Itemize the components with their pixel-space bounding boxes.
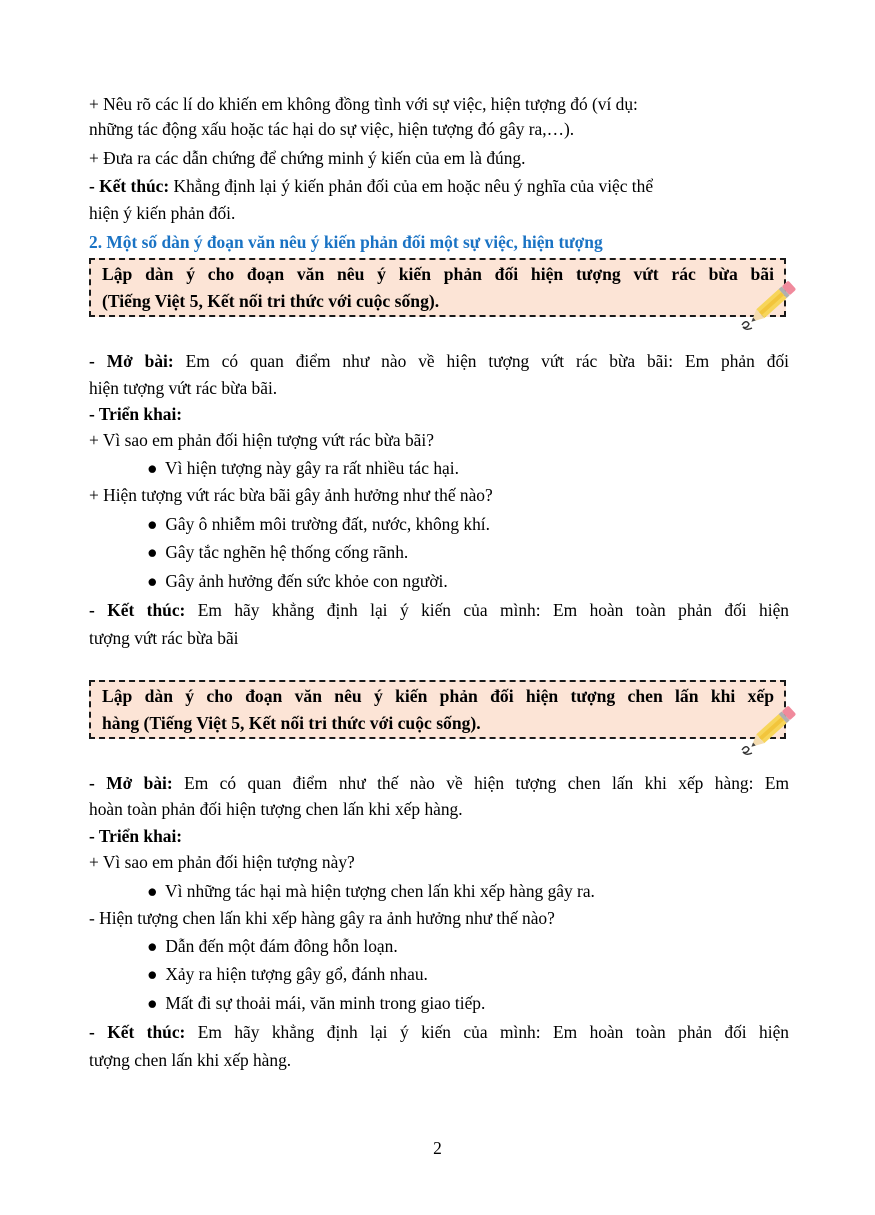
bullet-icon: ●: [147, 936, 158, 956]
outline-1-ket-thuc: [89, 598, 789, 622]
list-item: ● Gây ảnh hưởng đến sức khỏe con người.: [147, 571, 448, 591]
bullet-icon: ●: [147, 458, 158, 478]
outline-2-question-1: + Vì sao em phản đối hiện tượng này?: [89, 852, 355, 872]
outline-2-title-box: [89, 680, 786, 739]
ket-thuc-text: Khẳng định lại ý kiến phản đối của em hoặc nêu ý nghĩa của việc thể: [169, 176, 654, 196]
outline-1-title-line-2: (Tiếng Việt 5, Kết nối tri thức với cuộc sống).: [102, 291, 440, 311]
list-item: ● Gây tắc nghẽn hệ thống cống rãnh.: [147, 542, 409, 562]
outline-1-ket-thuc-line-2: tượng vứt rác bừa bãi: [89, 628, 239, 648]
list-item: ● Xảy ra hiện tượng gây gổ, đánh nhau.: [147, 964, 428, 984]
list-item: ● Gây ô nhiễm môi trường đất, nước, không khí.: [147, 514, 490, 534]
intro-line-1: + Nêu rõ các lí do khiến em không đồng tình với sự việc, hiện tượng đó (ví dụ:: [89, 94, 638, 114]
outline-2-title-line-1: Lập dàn ý cho đoạn văn nêu ý kiến phản đối hiện tượng chen lấn khi xếp: [102, 686, 774, 706]
outline-2-mo-bai-line-2: hoàn toàn phản đối hiện tượng chen lấn khi xếp hàng.: [89, 799, 463, 819]
mo-bai-label: - Mở bài:: [89, 773, 173, 793]
ket-thuc-text: Em hãy khẳng định lại ý kiến của mình: Em hoàn toàn phản đối hiện: [185, 1022, 789, 1042]
page-number: 2: [433, 1138, 442, 1158]
outline-1-question-1: + Vì sao em phản đối hiện tượng vứt rác bừa bãi?: [89, 430, 434, 450]
ket-thuc-text: Em hãy khẳng định lại ý kiến của mình: Em hoàn toàn phản đối hiện: [185, 600, 789, 620]
bullet-icon: ●: [147, 993, 158, 1013]
outline-1-trien-khai-label: - Triển khai:: [89, 404, 183, 424]
ket-thuc-label: - Kết thúc:: [89, 1022, 186, 1042]
intro-ket-line-2: hiện ý kiến phản đối.: [89, 203, 236, 223]
outline-2-ket-thuc-line-2: tượng chen lấn khi xếp hàng.: [89, 1050, 292, 1070]
intro-line-2: những tác động xấu hoặc tác hại do sự việc, hiện tượng đó gây ra,…).: [89, 119, 575, 139]
pencil-icon: [740, 275, 800, 335]
section-heading: 2. Một số dàn ý đoạn văn nêu ý kiến phản đối một sự việc, hiện tượng: [89, 232, 603, 252]
bullet-icon: ●: [147, 964, 158, 984]
list-item: ● Mất đi sự thoải mái, văn minh trong giao tiếp.: [147, 993, 486, 1013]
outline-1-question-2: + Hiện tượng vứt rác bừa bãi gây ảnh hưởng như thế nào?: [89, 485, 493, 505]
outline-1-mo-bai: [89, 349, 789, 373]
bullet-icon: ●: [147, 881, 158, 901]
outline-1-title-box: [89, 258, 786, 317]
list-item: ● Vì hiện tượng này gây ra rất nhiều tác hại.: [147, 458, 459, 478]
bullet-icon: ●: [147, 571, 158, 591]
bullet-icon: ●: [147, 514, 158, 534]
ket-thuc-label: - Kết thúc:: [89, 176, 170, 196]
list-item: ● Dẫn đến một đám đông hỗn loạn.: [147, 936, 398, 956]
mo-bai-text: Em có quan điểm như nào về hiện tượng vứt rác bừa bãi: Em phản đối: [173, 351, 789, 371]
list-item: ● Vì những tác hại mà hiện tượng chen lấn khi xếp hàng gây ra.: [147, 881, 595, 901]
bullet-icon: ●: [147, 542, 158, 562]
outline-1-mo-bai-line-2: hiện tượng vứt rác bừa bãi.: [89, 378, 278, 398]
mo-bai-label: - Mở bài:: [89, 351, 174, 371]
outline-2-mo-bai: [89, 771, 789, 795]
ket-thuc-label: - Kết thúc:: [89, 600, 186, 620]
outline-1-title-line-1: Lập dàn ý cho đoạn văn nêu ý kiến phản đối hiện tượng vứt rác bừa bãi: [102, 264, 774, 284]
pencil-icon: [740, 700, 800, 760]
outline-2-question-2: - Hiện tượng chen lấn khi xếp hàng gây ra ảnh hưởng như thế nào?: [89, 908, 555, 928]
intro-line-3: + Đưa ra các dẫn chứng để chứng minh ý kiến của em là đúng.: [89, 148, 526, 168]
outline-2-title-line-2: hàng (Tiếng Việt 5, Kết nối tri thức với cuộc sống).: [102, 713, 481, 733]
outline-2-trien-khai-label: - Triển khai:: [89, 826, 183, 846]
outline-2-ket-thuc: [89, 1020, 789, 1044]
intro-ket-line: [89, 174, 789, 198]
mo-bai-text: Em có quan điểm như thế nào về hiện tượng chen lấn khi xếp hàng: Em: [172, 773, 789, 793]
